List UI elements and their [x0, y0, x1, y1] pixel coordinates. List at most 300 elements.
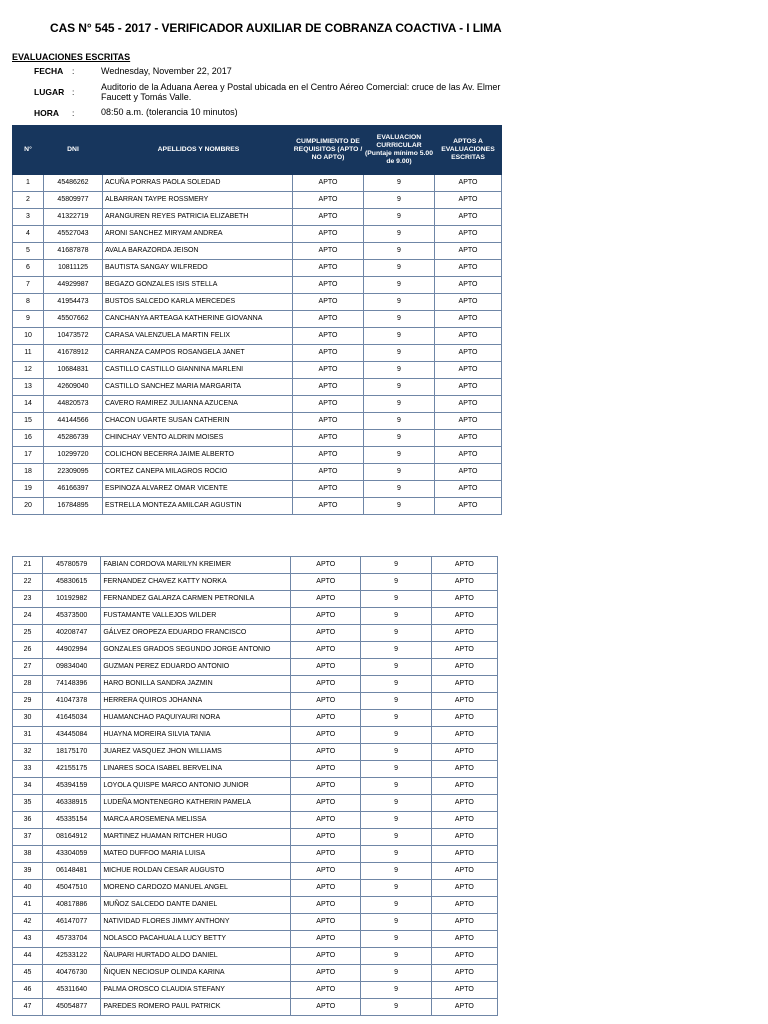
table-row [13, 608, 498, 625]
cell-n: 28 [13, 676, 43, 693]
cell-evaluacion: 9 [361, 931, 431, 948]
cell-requisitos: APTO [291, 795, 361, 812]
table-row [13, 897, 498, 914]
cell-name: MATEO DUFFOO MARIA LUISA [101, 846, 291, 863]
cell-requisitos: APTO [293, 362, 364, 379]
cell-evaluacion: 9 [364, 311, 435, 328]
cell-requisitos: APTO [291, 948, 361, 965]
cell-aptos: APTO [431, 863, 497, 880]
cell-requisitos: APTO [291, 812, 361, 829]
cell-aptos: APTO [431, 812, 497, 829]
lugar-value: Auditorio de la Aduana Aerea y Postal ubicada en el Centro Aéreo Comercial: cruce de las Av. Elmer Faucett y Tomás Valle. [101, 82, 501, 102]
cell-evaluacion: 9 [361, 897, 431, 914]
cell-dni: 43445084 [43, 727, 101, 744]
table-row [13, 642, 498, 659]
cell-name: CASTILLO SANCHEZ MARIA MARGARITA [103, 379, 293, 396]
cell-evaluacion: 9 [361, 710, 431, 727]
cell-requisitos: APTO [293, 379, 364, 396]
table-row [13, 727, 498, 744]
cell-name: MORENO CARDOZO MANUEL ANGEL [101, 880, 291, 897]
cell-dni: 10473572 [44, 328, 103, 345]
cell-aptos: APTO [435, 430, 502, 447]
cell-aptos: APTO [431, 608, 497, 625]
cell-evaluacion: 9 [364, 294, 435, 311]
cell-requisitos: APTO [293, 481, 364, 498]
cell-dni: 42533122 [43, 948, 101, 965]
cell-evaluacion: 9 [364, 345, 435, 362]
cell-name: ARONI SANCHEZ MIRYAM ANDREA [103, 226, 293, 243]
cell-evaluacion: 9 [361, 591, 431, 608]
header-name: APELLIDOS Y NOMBRES [103, 126, 293, 175]
cell-n: 34 [13, 778, 43, 795]
cell-name: CAVERO RAMIREZ JULIANNA AZUCENA [103, 396, 293, 413]
cell-name: GUZMAN PEREZ EDUARDO ANTONIO [101, 659, 291, 676]
cell-aptos: APTO [435, 345, 502, 362]
cell-dni: 42609040 [44, 379, 103, 396]
cell-name: NOLASCO PACAHUALA LUCY BETTY [101, 931, 291, 948]
cell-evaluacion: 9 [364, 226, 435, 243]
cell-name: FERNANDEZ GALARZA CARMEN PETRONILA [101, 591, 291, 608]
cell-aptos: APTO [435, 413, 502, 430]
cell-requisitos: APTO [291, 965, 361, 982]
cell-dni: 41954473 [44, 294, 103, 311]
cell-aptos: APTO [435, 464, 502, 481]
cell-evaluacion: 9 [361, 948, 431, 965]
cell-name: CARRANZA CAMPOS ROSANGELA JANET [103, 345, 293, 362]
cell-dni: 45394159 [43, 778, 101, 795]
cell-evaluacion: 9 [364, 328, 435, 345]
cell-dni: 10811125 [44, 260, 103, 277]
table-row [13, 175, 502, 192]
table-row [13, 226, 502, 243]
cell-dni: 06148481 [43, 863, 101, 880]
table-row [13, 362, 502, 379]
table-row [13, 710, 498, 727]
table-row [13, 693, 498, 710]
cell-n: 8 [13, 294, 44, 311]
lugar-colon: : [72, 87, 75, 97]
cell-evaluacion: 9 [361, 676, 431, 693]
fecha-label: FECHA [34, 66, 64, 76]
header-n: N° [13, 126, 44, 175]
cell-requisitos: APTO [293, 175, 364, 192]
cell-name: GONZALES GRADOS SEGUNDO JORGE ANTONIO [101, 642, 291, 659]
cell-name: FUSTAMANTE VALLEJOS WILDER [101, 608, 291, 625]
cell-name: HERRERA QUIROS JOHANNA [101, 693, 291, 710]
cell-evaluacion: 9 [364, 192, 435, 209]
cell-name: MARTINEZ HUAMAN RITCHER HUGO [101, 829, 291, 846]
cell-aptos: APTO [435, 226, 502, 243]
lugar-label: LUGAR [34, 87, 65, 97]
cell-name: CASTILLO CASTILLO GIANNINA MARLENI [103, 362, 293, 379]
cell-n: 20 [13, 498, 44, 515]
table-header-row [13, 126, 502, 175]
table-row [13, 863, 498, 880]
cell-aptos: APTO [435, 277, 502, 294]
table-row [13, 744, 498, 761]
cell-n: 25 [13, 625, 43, 642]
cell-requisitos: APTO [291, 829, 361, 846]
cell-requisitos: APTO [293, 226, 364, 243]
cell-evaluacion: 9 [361, 999, 431, 1016]
cell-aptos: APTO [435, 311, 502, 328]
table-row [13, 311, 502, 328]
table-row [13, 464, 502, 481]
cell-aptos: APTO [435, 498, 502, 515]
cell-n: 39 [13, 863, 43, 880]
cell-name: FABIAN CORDOVA MARILYN KREIMER [101, 557, 291, 574]
cell-requisitos: APTO [291, 744, 361, 761]
cell-name: ACUÑA PORRAS PAOLA SOLEDAD [103, 175, 293, 192]
cell-aptos: APTO [435, 243, 502, 260]
cell-n: 47 [13, 999, 43, 1016]
cell-requisitos: APTO [291, 914, 361, 931]
cell-dni: 10192982 [43, 591, 101, 608]
cell-n: 19 [13, 481, 44, 498]
cell-evaluacion: 9 [361, 829, 431, 846]
cell-aptos: APTO [431, 642, 497, 659]
table-row [13, 914, 498, 931]
cell-name: PAREDES ROMERO PAUL PATRICK [101, 999, 291, 1016]
table-row [13, 447, 502, 464]
cell-evaluacion: 9 [361, 812, 431, 829]
table-row [13, 880, 498, 897]
cell-evaluacion: 9 [361, 557, 431, 574]
cell-dni: 08164912 [43, 829, 101, 846]
table-row [13, 430, 502, 447]
cell-dni: 18175170 [43, 744, 101, 761]
cell-requisitos: APTO [291, 676, 361, 693]
cell-aptos: APTO [435, 362, 502, 379]
cell-dni: 45733704 [43, 931, 101, 948]
table-row [13, 812, 498, 829]
cell-requisitos: APTO [291, 880, 361, 897]
cell-dni: 22309095 [44, 464, 103, 481]
cell-aptos: APTO [431, 897, 497, 914]
cell-dni: 41687878 [44, 243, 103, 260]
cell-name: COLICHON BECERRA JAIME ALBERTO [103, 447, 293, 464]
table-row [13, 379, 502, 396]
cell-dni: 45780579 [43, 557, 101, 574]
cell-aptos: APTO [435, 175, 502, 192]
cell-n: 16 [13, 430, 44, 447]
cell-aptos: APTO [431, 829, 497, 846]
cell-dni: 10684831 [44, 362, 103, 379]
table-row [13, 328, 502, 345]
cell-requisitos: APTO [293, 447, 364, 464]
table-row [13, 574, 498, 591]
cell-name: CANCHANYA ARTEAGA KATHERINE GIOVANNA [103, 311, 293, 328]
cell-evaluacion: 9 [364, 260, 435, 277]
cell-aptos: APTO [431, 931, 497, 948]
cell-name: BUSTOS SALCEDO KARLA MERCEDES [103, 294, 293, 311]
cell-dni: 44144566 [44, 413, 103, 430]
cell-evaluacion: 9 [361, 642, 431, 659]
cell-aptos: APTO [431, 795, 497, 812]
results-table-2 [12, 556, 498, 1016]
cell-name: ESTRELLA MONTEZA AMILCAR AGUSTIN [103, 498, 293, 515]
cell-name: MUÑOZ SALCEDO DANTE DANIEL [101, 897, 291, 914]
cell-requisitos: APTO [291, 761, 361, 778]
cell-requisitos: APTO [291, 778, 361, 795]
cell-dni: 42155175 [43, 761, 101, 778]
cell-name: CORTEZ CANEPA MILAGROS ROCIO [103, 464, 293, 481]
cell-evaluacion: 9 [361, 880, 431, 897]
cell-requisitos: APTO [291, 557, 361, 574]
cell-requisitos: APTO [291, 897, 361, 914]
cell-name: ÑIQUEN NECIOSUP OLINDA KARINA [101, 965, 291, 982]
cell-evaluacion: 9 [364, 277, 435, 294]
cell-requisitos: APTO [291, 982, 361, 999]
cell-n: 21 [13, 557, 43, 574]
cell-n: 11 [13, 345, 44, 362]
cell-name: CHINCHAY VENTO ALDRIN MOISES [103, 430, 293, 447]
cell-aptos: APTO [435, 447, 502, 464]
cell-dni: 45486262 [44, 175, 103, 192]
cell-requisitos: APTO [293, 192, 364, 209]
cell-aptos: APTO [431, 574, 497, 591]
cell-requisitos: APTO [293, 209, 364, 226]
cell-evaluacion: 9 [361, 693, 431, 710]
cell-dni: 45286739 [44, 430, 103, 447]
cell-evaluacion: 9 [361, 914, 431, 931]
cell-n: 6 [13, 260, 44, 277]
cell-dni: 45311640 [43, 982, 101, 999]
table-row [13, 294, 502, 311]
fecha-colon: : [72, 66, 75, 76]
cell-dni: 41322719 [44, 209, 103, 226]
cell-aptos: APTO [435, 481, 502, 498]
cell-name: ARANGUREN REYES PATRICIA ELIZABETH [103, 209, 293, 226]
cell-name: LUDEÑA MONTENEGRO KATHERIN PAMELA [101, 795, 291, 812]
cell-evaluacion: 9 [361, 625, 431, 642]
cell-dni: 41047378 [43, 693, 101, 710]
cell-evaluacion: 9 [364, 209, 435, 226]
cell-dni: 44929987 [44, 277, 103, 294]
cell-dni: 46338915 [43, 795, 101, 812]
cell-evaluacion: 9 [364, 498, 435, 515]
table-row [13, 659, 498, 676]
table-row [13, 829, 498, 846]
cell-aptos: APTO [431, 965, 497, 982]
cell-n: 5 [13, 243, 44, 260]
table-row [13, 557, 498, 574]
cell-n: 17 [13, 447, 44, 464]
cell-aptos: APTO [431, 744, 497, 761]
cell-n: 9 [13, 311, 44, 328]
cell-name: ESPINOZA ALVAREZ OMAR VICENTE [103, 481, 293, 498]
cell-requisitos: APTO [291, 999, 361, 1016]
hora-value: 08:50 a.m. (tolerancia 10 minutos) [101, 107, 238, 117]
cell-requisitos: APTO [293, 277, 364, 294]
hora-colon: : [72, 108, 75, 118]
header-aptos: APTOS A EVALUACIONES ESCRITAS [435, 126, 502, 175]
cell-aptos: APTO [431, 999, 497, 1016]
cell-n: 37 [13, 829, 43, 846]
table-row [13, 591, 498, 608]
cell-dni: 45527043 [44, 226, 103, 243]
table-row [13, 778, 498, 795]
cell-requisitos: APTO [293, 243, 364, 260]
cell-aptos: APTO [431, 948, 497, 965]
cell-n: 1 [13, 175, 44, 192]
cell-name: ÑAUPARI HURTADO ALDO DANIEL [101, 948, 291, 965]
cell-aptos: APTO [431, 846, 497, 863]
cell-evaluacion: 9 [361, 795, 431, 812]
cell-requisitos: APTO [291, 846, 361, 863]
table-row [13, 209, 502, 226]
cell-n: 41 [13, 897, 43, 914]
cell-n: 27 [13, 659, 43, 676]
cell-n: 13 [13, 379, 44, 396]
cell-requisitos: APTO [293, 345, 364, 362]
cell-name: LOYOLA QUISPE MARCO ANTONIO JUNIOR [101, 778, 291, 795]
cell-aptos: APTO [431, 778, 497, 795]
cell-n: 45 [13, 965, 43, 982]
table-row [13, 413, 502, 430]
results-table-1 [12, 125, 502, 515]
cell-dni: 45830615 [43, 574, 101, 591]
cell-n: 30 [13, 710, 43, 727]
cell-name: AVALA BARAZORDA JEISON [103, 243, 293, 260]
cell-evaluacion: 9 [364, 243, 435, 260]
cell-aptos: APTO [431, 982, 497, 999]
cell-dni: 46166397 [44, 481, 103, 498]
cell-evaluacion: 9 [361, 761, 431, 778]
cell-n: 33 [13, 761, 43, 778]
cell-n: 46 [13, 982, 43, 999]
cell-evaluacion: 9 [361, 863, 431, 880]
table-row [13, 498, 502, 515]
cell-n: 15 [13, 413, 44, 430]
cell-n: 38 [13, 846, 43, 863]
cell-evaluacion: 9 [361, 574, 431, 591]
hora-label: HORA [34, 108, 60, 118]
cell-n: 18 [13, 464, 44, 481]
cell-dni: 45335154 [43, 812, 101, 829]
table-row [13, 931, 498, 948]
cell-dni: 43304059 [43, 846, 101, 863]
cell-name: MICHUE ROLDAN CESAR AUGUSTO [101, 863, 291, 880]
cell-requisitos: APTO [293, 430, 364, 447]
cell-n: 40 [13, 880, 43, 897]
cell-n: 7 [13, 277, 44, 294]
cell-evaluacion: 9 [364, 430, 435, 447]
cell-n: 44 [13, 948, 43, 965]
cell-n: 43 [13, 931, 43, 948]
cell-name: HUAMANCHAO PAQUIYAURI NORA [101, 710, 291, 727]
cell-requisitos: APTO [291, 710, 361, 727]
cell-aptos: APTO [431, 659, 497, 676]
cell-requisitos: APTO [291, 693, 361, 710]
cell-evaluacion: 9 [364, 464, 435, 481]
cell-dni: 46147077 [43, 914, 101, 931]
cell-dni: 45054877 [43, 999, 101, 1016]
cell-aptos: APTO [435, 379, 502, 396]
cell-requisitos: APTO [291, 625, 361, 642]
cell-requisitos: APTO [291, 727, 361, 744]
cell-name: CHACON UGARTE SUSAN CATHERIN [103, 413, 293, 430]
cell-requisitos: APTO [293, 294, 364, 311]
cell-aptos: APTO [431, 761, 497, 778]
cell-dni: 09834040 [43, 659, 101, 676]
cell-aptos: APTO [431, 693, 497, 710]
table-row [13, 192, 502, 209]
cell-evaluacion: 9 [364, 413, 435, 430]
table-row [13, 345, 502, 362]
cell-n: 31 [13, 727, 43, 744]
cell-dni: 45373500 [43, 608, 101, 625]
table-row [13, 277, 502, 294]
cell-dni: 40208747 [43, 625, 101, 642]
cell-evaluacion: 9 [361, 778, 431, 795]
cell-name: LINARES SOCA ISABEL BERVELINA [101, 761, 291, 778]
cell-name: MARCA AROSEMENA MELISSA [101, 812, 291, 829]
cell-n: 23 [13, 591, 43, 608]
cell-requisitos: APTO [293, 311, 364, 328]
cell-n: 42 [13, 914, 43, 931]
cell-n: 29 [13, 693, 43, 710]
cell-evaluacion: 9 [361, 846, 431, 863]
cell-aptos: APTO [431, 591, 497, 608]
cell-aptos: APTO [431, 880, 497, 897]
cell-requisitos: APTO [291, 642, 361, 659]
cell-n: 12 [13, 362, 44, 379]
cell-aptos: APTO [431, 710, 497, 727]
cell-name: GÁLVEZ OROPEZA EDUARDO FRANCISCO [101, 625, 291, 642]
cell-dni: 45507662 [44, 311, 103, 328]
cell-dni: 16784895 [44, 498, 103, 515]
cell-n: 24 [13, 608, 43, 625]
table-row [13, 243, 502, 260]
cell-dni: 44820573 [44, 396, 103, 413]
table-row [13, 481, 502, 498]
page-title: CAS N° 545 - 2017 - VERIFICADOR AUXILIAR DE COBRANZA COACTIVA - I LIMA [50, 21, 502, 35]
table-row [13, 999, 498, 1016]
cell-evaluacion: 9 [364, 175, 435, 192]
table-row [13, 625, 498, 642]
cell-name: HUAYNA MOREIRA SILVIA TANIA [101, 727, 291, 744]
cell-aptos: APTO [431, 625, 497, 642]
cell-dni: 44902994 [43, 642, 101, 659]
table-row [13, 396, 502, 413]
cell-aptos: APTO [431, 557, 497, 574]
cell-dni: 41645034 [43, 710, 101, 727]
table-row [13, 795, 498, 812]
section-subtitle: EVALUACIONES ESCRITAS [12, 52, 131, 62]
cell-evaluacion: 9 [364, 362, 435, 379]
cell-dni: 40476730 [43, 965, 101, 982]
cell-aptos: APTO [435, 396, 502, 413]
cell-requisitos: APTO [291, 931, 361, 948]
cell-n: 22 [13, 574, 43, 591]
cell-evaluacion: 9 [361, 659, 431, 676]
header-evaluacion: EVALUACION CURRICULAR (Puntaje mínimo 5.00 de 9.00) [364, 126, 435, 175]
cell-aptos: APTO [435, 209, 502, 226]
cell-evaluacion: 9 [364, 396, 435, 413]
table-row [13, 965, 498, 982]
header-dni: DNI [44, 126, 103, 175]
cell-dni: 74148396 [43, 676, 101, 693]
cell-requisitos: APTO [291, 659, 361, 676]
cell-aptos: APTO [431, 727, 497, 744]
cell-dni: 45809977 [44, 192, 103, 209]
cell-name: BEGAZO GONZALES ISIS STELLA [103, 277, 293, 294]
cell-evaluacion: 9 [361, 744, 431, 761]
cell-dni: 41678912 [44, 345, 103, 362]
cell-name: PALMA OROSCO CLAUDIA STEFANY [101, 982, 291, 999]
cell-requisitos: APTO [293, 413, 364, 430]
